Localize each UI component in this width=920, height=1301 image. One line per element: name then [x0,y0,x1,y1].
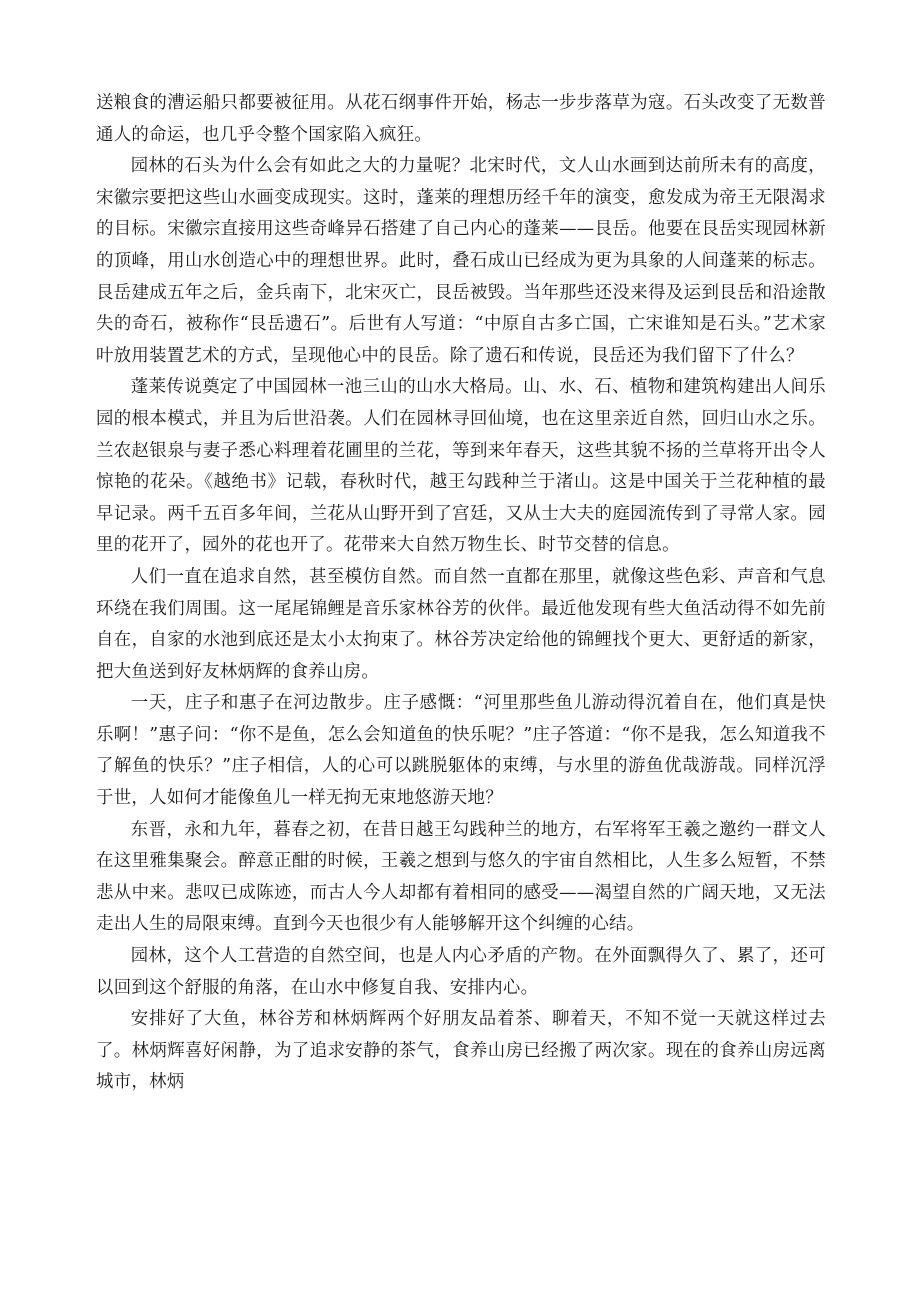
article-body [96,88,826,1099]
paragraph-6: 东晋，永和九年，暮春之初，在昔日越王勾践种兰的地方，右军将军王羲之邀约一群文人在这里雅集聚会。醉意正酣的时候，王羲之想到与悠久的宇宙自然相比，人生多么短暂，不禁悲从中来。悲叹已成陈迹，而古人今人却都有着相同的感受——渴望自然的广阔天地，又无法走出人生的局限束缚。直到今天也很少有人能够解开这个纠缠的心结。 [96,819,826,935]
paragraph-8: 安排好了大鱼，林谷芳和林炳辉两个好朋友品着茶、聊着天，不知不觉一天就这样过去了。林炳辉喜好闲静，为了追求安静的茶气，食养山房已经搬了两次家。现在的食养山房远离城市，林炳 [96,1009,826,1093]
paragraph-3: 蓬莱传说奠定了中国园林一池三山的山水大格局。山、水、石、植物和建筑构建出人间乐园的根本模式，并且为后世沿袭。人们在园林寻回仙境，也在这里亲近自然，回归山水之乐。兰农赵银泉与妻子悉心料理着花圃里的兰花，等到来年春天，这些其貌不扬的兰草将开出令人惊艳的花朵。《越绝书》记载，春秋时代，越王勾践种兰于渚山。这是中国关于兰花种植的最早记录。两千五百多年间，兰花从山野开到了宫廷，又从士大夫的庭园流传到了寻常人家。园里的花开了，园外的花也开了。花带来大自然万物生长、时节交替的信息。 [96,377,826,556]
paragraph-5: 一天，庄子和惠子在河边散步。庄子感慨：“河里那些鱼儿游动得沉着自在，他们真是快乐啊！”惠子问：“你不是鱼，怎么会知道鱼的快乐呢？”庄子答道：“你不是我，怎么知道我不了解鱼的快乐？”庄子相信，人的心可以跳脱躯体的束缚，与水里的游鱼优哉游哉。同样沉浮于世，人如何才能像鱼儿一样无拘无束地悠游天地？ [96,693,826,809]
paragraph-4: 人们一直在追求自然，甚至模仿自然。而自然一直都在那里，就像这些色彩、声音和气息环绕在我们周围。这一尾尾锦鲤是音乐家林谷芳的伙伴。最近他发现有些大鱼活动得不如先前自在，自家的水池到底还是太小太拘束了。林谷芳决定给他的锦鲤找个更大、更舒适的新家，把大鱼送到好友林炳辉的食养山房。 [96,566,826,682]
paragraph-7: 园林，这个人工营造的自然空间，也是人内心矛盾的产物。在外面飘得久了、累了，还可以回到这个舒服的角落，在山水中修复自我、安排内心。 [96,946,826,998]
paragraph-2: 园林的石头为什么会有如此之大的力量呢？北宋时代，文人山水画到达前所未有的高度，宋徽宗要把这些山水画变成现实。这时，蓬莱的理想历经千年的演变，愈发成为帝王无限渴求的目标。宋徽宗直接用这些奇峰异石搭建了自己内心的蓬莱——艮岳。他要在艮岳实现园林新的顶峰，用山水创造心中的理想世界。此时，叠石成山已经成为更为具象的人间蓬莱的标志。艮岳建成五年之后，金兵南下，北宋灭亡，艮岳被毁。当年那些还没来得及运到艮岳和沿途散失的奇石，被称作“艮岳遗石”。后世有人写道：“中原自古多亡国，亡宋谁知是石头。”艺术家叶放用装置艺术的方式，呈现他心中的艮岳。除了遗石和传说，艮岳还为我们留下了什么？ [96,156,826,366]
paragraph-1: 送粮食的漕运船只都要被征用。从花石纲事件开始，杨志一步步落草为寇。石头改变了无数普通人的命运，也几乎令整个国家陷入疯狂。 [96,93,826,145]
